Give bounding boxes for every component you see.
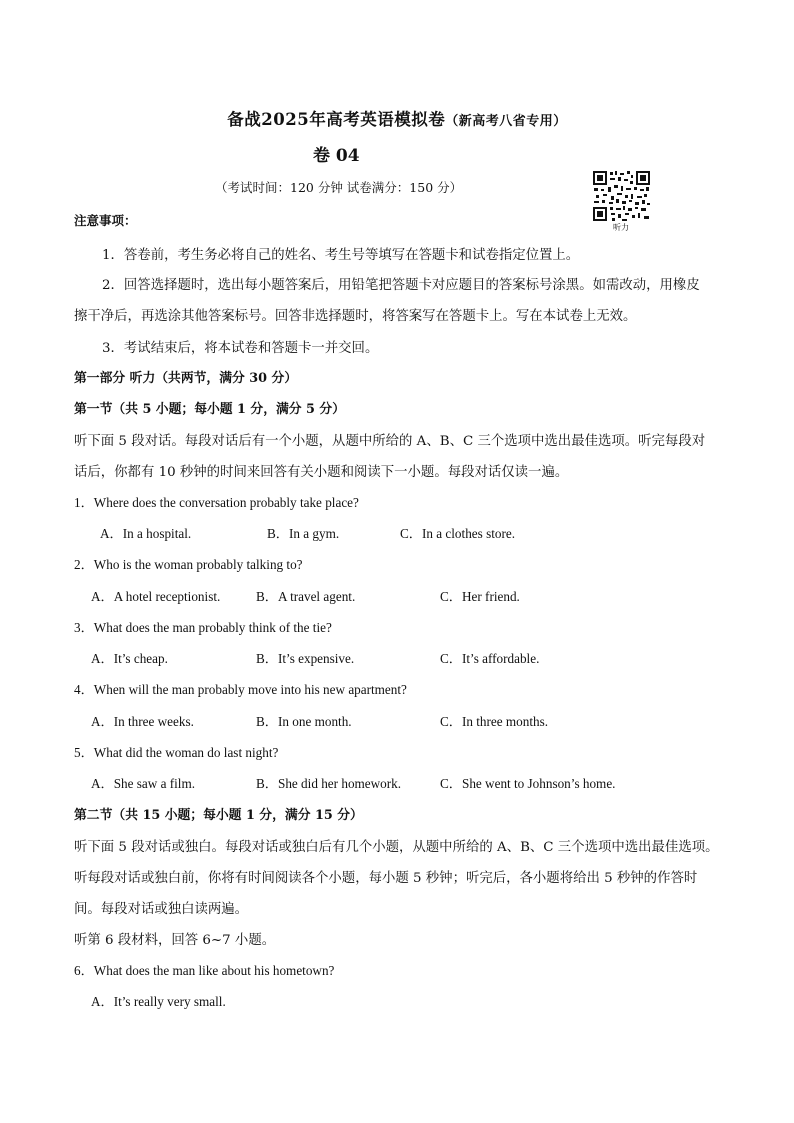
notes-heading: 注意事项： — [74, 213, 137, 228]
section2-instructions-line3: 间。每段对话或独白读两遍。 — [74, 902, 249, 917]
q3-option-a: A．It’s cheap. — [91, 651, 168, 666]
exam-title-sub: （新高考八省专用） — [445, 114, 567, 129]
section1-instructions-line2: 话后，你都有 10 秒钟的时间来回答有关小题和阅读下一小题。每段对话仅读一遍。 — [74, 465, 569, 480]
q3-option-b: B．It’s expensive. — [256, 651, 355, 666]
q5-option-a: A．She saw a film. — [91, 776, 196, 791]
exam-title-main: 备战2025年高考英语模拟卷 — [227, 110, 446, 129]
q5-option-b: B．She did her homework. — [256, 776, 402, 791]
question-5: 5．What did the woman do last night? — [74, 745, 279, 760]
question-3: 3．What does the man probably think of the tie? — [74, 620, 332, 635]
notes-item-2: 2．回答选择题时，选出每小题答案后，用铅笔把答题卡对应题目的答案标号涂黑。如需改动，用橡皮 — [102, 278, 700, 293]
paper-number: 卷 04 — [313, 146, 360, 166]
q5-option-c: C．She went to Johnson’s home. — [440, 776, 616, 791]
notes-item-2-cont: 擦干净后，再选涂其他答案标号。回答非选择题时，将答案写在答题卡上。写在本试卷上无效。 — [74, 309, 637, 324]
q1-option-b: B．In a gym. — [267, 526, 340, 541]
q1-option-c: C．In a clothes store. — [400, 526, 515, 541]
material-6-intro: 听第 6 段材料，回答 6~7 小题。 — [74, 933, 276, 948]
qr-code — [592, 170, 651, 222]
q4-option-a: A．In three weeks. — [91, 714, 194, 729]
q2-option-a: A．A hotel receptionist. — [91, 589, 221, 604]
part1-heading: 第一部分 听力（共两节，满分 30 分） — [74, 371, 298, 386]
notes-item-3: 3．考试结束后，将本试卷和答题卡一并交回。 — [102, 341, 379, 356]
question-1: 1．Where does the conversation probably take place? — [74, 495, 359, 510]
question-2: 2．Who is the woman probably talking to? — [74, 557, 303, 572]
qr-label: 听力 — [613, 223, 629, 232]
section2-instructions-line1: 听下面 5 段对话或独白。每段对话或独白后有几个小题，从题中所给的 A、B、C 三个选项中选出最佳选项。 — [74, 840, 719, 855]
q4-option-b: B．In one month. — [256, 714, 352, 729]
question-4: 4．When will the man probably move into his new apartment? — [74, 682, 407, 697]
q1-option-a: A．In a hospital. — [100, 526, 192, 541]
q2-option-c: C．Her friend. — [440, 589, 520, 604]
q2-option-b: B．A travel agent. — [256, 589, 356, 604]
q4-option-c: C．In three months. — [440, 714, 549, 729]
section2-heading: 第二节（共 15 小题；每小题 1 分，满分 15 分） — [74, 808, 363, 823]
question-6: 6．What does the man like about his hometown? — [74, 963, 335, 978]
q6-option-a: A．It’s really very small. — [91, 994, 226, 1009]
notes-item-1: 1．答卷前，考生务必将自己的姓名、考生号等填写在答题卡和试卷指定位置上。 — [102, 248, 580, 263]
section1-heading: 第一节（共 5 小题；每小题 1 分，满分 5 分） — [74, 402, 345, 417]
section2-instructions-line2: 听每段对话或独白前，你将有时间阅读各个小题，每小题 5 秒钟；听完后，各小题将给出 5 秒钟的作答时 — [74, 871, 698, 886]
exam-info: （考试时间：120 分钟 试卷满分：150 分） — [215, 180, 463, 195]
exam-title — [0, 106, 794, 130]
q3-option-c: C．It’s affordable. — [440, 651, 540, 666]
section1-instructions-line1: 听下面 5 段对话。每段对话后有一个小题，从题中所给的 A、B、C 三个选项中选出最佳选项。听完每段对 — [74, 434, 706, 449]
